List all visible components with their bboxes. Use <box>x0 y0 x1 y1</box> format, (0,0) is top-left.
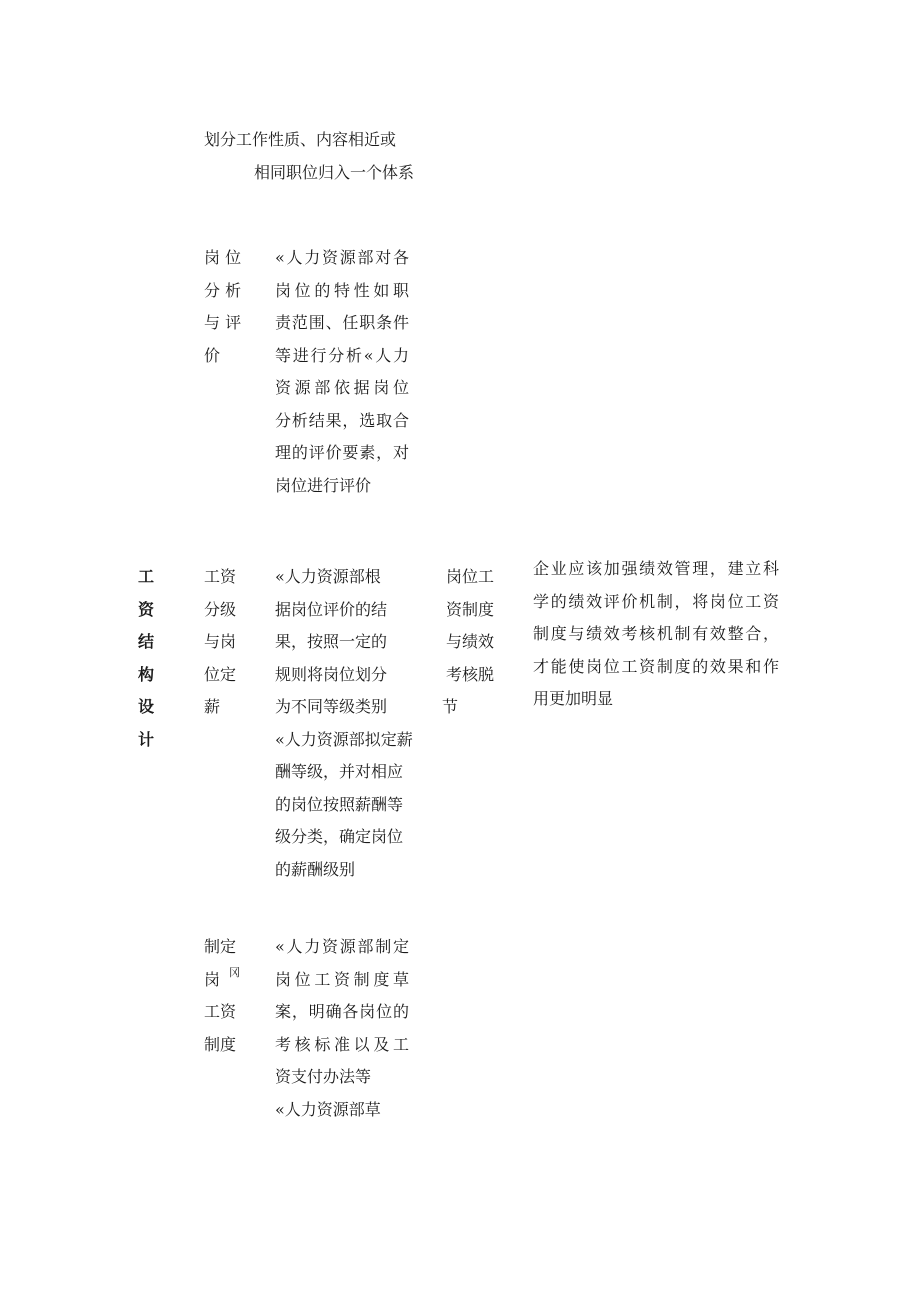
drafting-step-line <box>204 964 254 997</box>
drafting-step-line: 制度 <box>204 1034 237 1054</box>
problem-line: 节 <box>442 697 459 716</box>
analysis-desc-line: 资源部依据岗位 <box>275 378 409 397</box>
intro-line-2: 相同职位归入一个体系 <box>253 162 414 182</box>
suggestion-line: 学的绩效评价机制，将岗位工资 <box>533 591 779 611</box>
analysis-step-line: 分 析 <box>204 280 242 300</box>
grading-step-line: 分级 <box>204 599 237 619</box>
intro-text <box>204 124 414 189</box>
grading-desc-line: 为不同等级类别 <box>275 697 388 716</box>
section-title-char: 工 <box>138 567 155 586</box>
section-title-char: 计 <box>138 729 155 749</box>
analysis-desc-line: «人力资源部对各 <box>275 248 409 267</box>
drafting-desc-line: «人力资源部制定 <box>275 937 409 956</box>
drafting-desc-line: 资支付办法等 <box>275 1067 372 1086</box>
grading-desc-line: 级分类，确定岗位 <box>275 827 404 846</box>
problem-line: 与绩效 <box>446 632 495 651</box>
problem-line: 岗位工 <box>446 567 495 586</box>
drafting-desc-line: «人力资源部草 <box>275 1099 381 1119</box>
suggestion-text <box>533 553 779 716</box>
analysis-step-line: 价 <box>204 345 221 365</box>
analysis-desc-line: 岗位进行评价 <box>275 475 372 495</box>
analysis-step-label <box>204 242 246 372</box>
grading-desc-line: «人力资源部拟定薪 <box>275 729 413 749</box>
analysis-desc-line: 理的评价要素，对 <box>275 443 409 462</box>
grading-desc-line: 的薪酬级别 <box>275 859 356 879</box>
drafting-desc-line: 岗位工资制度草 <box>275 969 409 989</box>
grading-step-line: 与岗 <box>204 632 237 651</box>
analysis-desc-line: 等进行分析«人力 <box>275 345 409 365</box>
analysis-step-line: 与 评 <box>204 313 242 332</box>
grading-desc-line: 规则将岗位划分 <box>275 664 388 684</box>
grading-desc-line: 的岗位按照薪酬等 <box>275 794 404 814</box>
section-title-char: 结 <box>138 632 155 651</box>
drafting-step-line: 工资 <box>204 1002 237 1021</box>
suggestion-line: 才能使岗位工资制度的效果和作 <box>533 656 779 676</box>
section-title-char: 资 <box>138 599 155 619</box>
drafting-step-label <box>204 931 254 1071</box>
suggestion-line: 制度与绩效考核机制有效整合， <box>533 624 779 643</box>
analysis-desc-line: 责范围、任职条件 <box>275 313 409 332</box>
section-title-char: 设 <box>138 697 155 716</box>
section-title <box>138 561 160 756</box>
grading-step-line: 薪 <box>204 697 221 716</box>
analysis-step-line: 岗 位 <box>204 248 242 267</box>
suggestion-line: 企业应该加强绩效管理，建立科 <box>533 559 779 578</box>
drafting-desc-line: 考核标准以及工 <box>275 1034 409 1054</box>
analysis-desc-line: 岗位的特性如职 <box>275 280 409 300</box>
problem-text <box>442 561 504 724</box>
drafting-description <box>275 931 409 1126</box>
suggestion-line: 用更加明显 <box>533 689 614 708</box>
grading-step-label <box>204 561 246 724</box>
problem-line: 资制度 <box>446 599 495 619</box>
analysis-description <box>275 242 409 502</box>
drafting-step-line: 制定 <box>204 937 237 956</box>
grading-desc-line: 果，按照一定的 <box>275 632 388 651</box>
analysis-desc-line: 分析结果，选取合 <box>275 410 409 430</box>
intro-line-1: 划分工作性质、内容相近或 <box>204 130 397 149</box>
drafting-desc-line: 案，明确各岗位的 <box>275 1002 409 1021</box>
grading-desc-line: «人力资源部根 <box>275 567 381 586</box>
section-title-char: 构 <box>138 664 155 684</box>
grading-desc-line: 酬等级，并对相应 <box>275 762 404 781</box>
drafting-step-small-char: 冈 <box>229 965 240 979</box>
grading-desc-line: 据岗位评价的结 <box>275 599 388 619</box>
drafting-step-char: 岗 <box>204 969 221 989</box>
grading-step-line: 工资 <box>204 567 237 586</box>
problem-line: 考核脱 <box>446 664 495 684</box>
grading-description <box>275 561 423 886</box>
grading-step-line: 位定 <box>204 664 237 684</box>
